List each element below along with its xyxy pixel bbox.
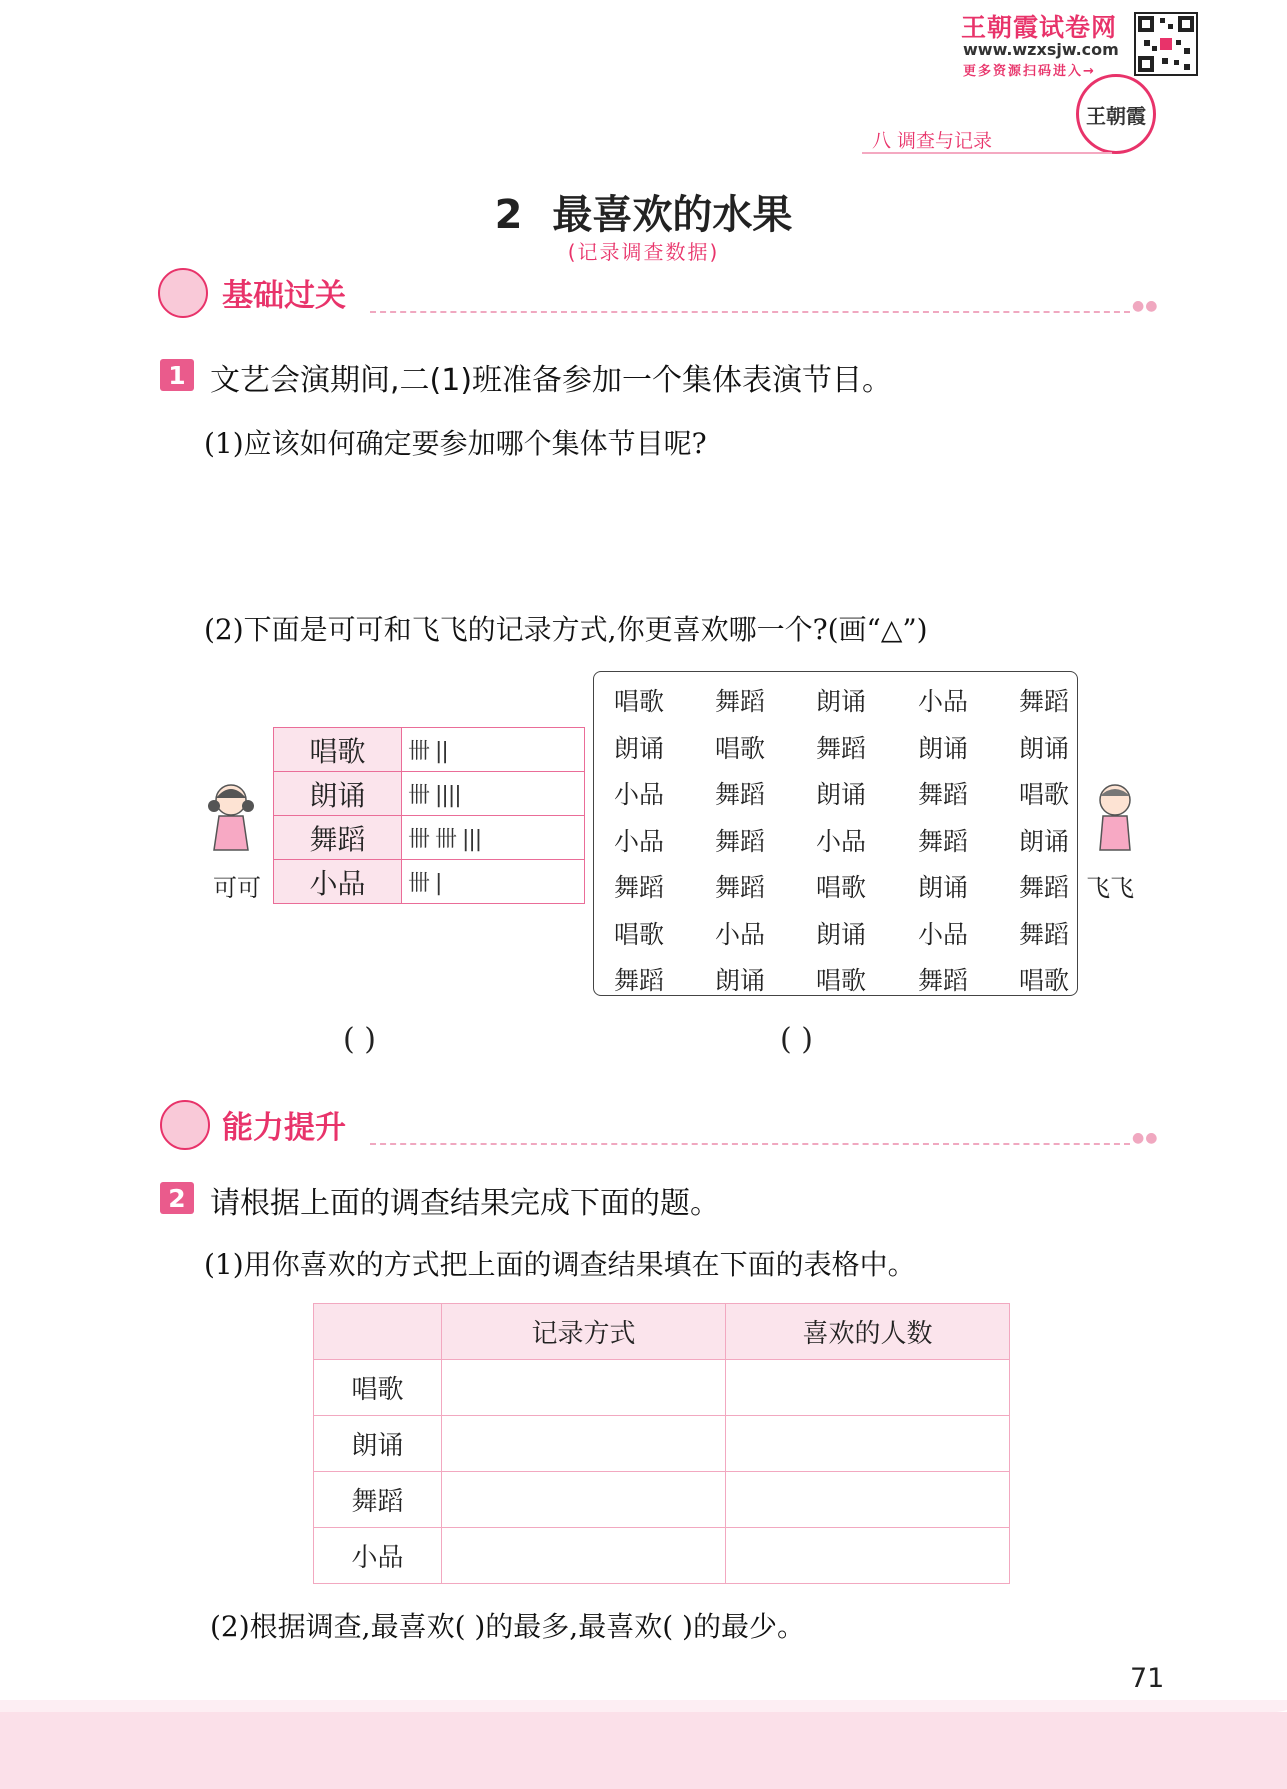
chapter-label: 八 调查与记录 (872, 130, 993, 152)
question-2-sub2: (2)根据调查,最喜欢( )的最多,最喜欢( )的最少。 (210, 1610, 805, 1643)
section-basic-label: 基础过关 (222, 278, 346, 314)
record-word: 舞蹈 (613, 966, 664, 995)
tally-row (274, 728, 585, 772)
record-method-cell[interactable] (442, 1416, 726, 1472)
section-girl-avatar-icon (158, 268, 208, 318)
feifei-record-box (593, 671, 1078, 996)
record-word: 小品 (917, 919, 968, 949)
question-1-sub2: (2)下面是可可和飞飞的记录方式,你更喜欢哪一个?(画“△”) (204, 613, 928, 646)
keke-name: 可可 (213, 874, 261, 902)
result-row (314, 1472, 1010, 1528)
brand-url[interactable]: www.wzxsjw.com (963, 40, 1119, 59)
section-advanced-label: 能力提升 (222, 1110, 346, 1146)
record-method-cell[interactable] (442, 1528, 726, 1584)
seal-text: 王朝霞 (1086, 103, 1146, 128)
result-row (314, 1528, 1010, 1584)
answer-paren-feifei[interactable]: ( ) (780, 1022, 813, 1057)
record-word: 舞蹈 (917, 780, 968, 809)
record-word: 唱歌 (1018, 780, 1069, 809)
brand-seal-logo (1076, 74, 1156, 154)
record-word: 舞蹈 (1018, 687, 1069, 716)
record-word: 朗诵 (917, 733, 968, 763)
record-word: 唱歌 (613, 919, 664, 949)
girl-keke-icon (206, 780, 256, 860)
record-word: 舞蹈 (815, 733, 866, 763)
count-cell[interactable] (726, 1528, 1010, 1584)
record-word: 朗诵 (1018, 826, 1069, 856)
section-boy-avatar-icon (160, 1100, 210, 1150)
record-word: 唱歌 (815, 873, 866, 902)
record-word: 舞蹈 (917, 826, 968, 856)
question-2-sub1: (1)用你喜欢的方式把上面的调查结果填在下面的表格中。 (204, 1248, 916, 1281)
tally-label: 舞蹈 (274, 816, 402, 860)
record-method-cell[interactable] (442, 1472, 726, 1528)
record-word: 朗诵 (815, 780, 866, 809)
result-table (313, 1303, 1010, 1584)
page-title (0, 183, 1287, 240)
question-badge-2: 2 (160, 1182, 194, 1214)
result-header-cell: 喜欢的人数 (726, 1304, 1010, 1360)
record-word: 舞蹈 (714, 826, 765, 856)
record-word: 朗诵 (1018, 733, 1069, 763)
record-word: 舞蹈 (917, 966, 968, 995)
result-header-cell: 记录方式 (442, 1304, 726, 1360)
section-divider (370, 311, 1130, 313)
feifei-name: 飞飞 (1086, 874, 1134, 902)
record-word: 唱歌 (613, 687, 664, 716)
dots-decoration-icon: ●● (1132, 298, 1159, 314)
tally-marks: 卌 || (402, 728, 585, 772)
record-word: 朗诵 (815, 687, 866, 716)
record-word: 小品 (815, 826, 866, 856)
tally-label: 小品 (274, 860, 402, 904)
qr-code-icon[interactable] (1134, 12, 1198, 76)
chapter-underline (862, 152, 1112, 154)
count-cell[interactable] (726, 1416, 1010, 1472)
result-row (314, 1360, 1010, 1416)
record-word: 舞蹈 (1018, 873, 1069, 902)
tally-row (274, 816, 585, 860)
record-word: 唱歌 (815, 966, 866, 995)
result-row-label: 朗诵 (314, 1416, 442, 1472)
record-word: 小品 (917, 687, 968, 716)
question-badge-1: 1 (160, 359, 194, 391)
record-method-cell[interactable] (442, 1360, 726, 1416)
lesson-title: 最喜欢的水果 (552, 192, 793, 238)
record-word: 小品 (613, 826, 664, 856)
result-row-label: 唱歌 (314, 1360, 442, 1416)
result-header-cell (314, 1304, 442, 1360)
tally-marks: 卌 卌 ||| (402, 816, 585, 860)
tally-label: 朗诵 (274, 772, 402, 816)
brand-tip: 更多资源扫码进入→ (963, 64, 1096, 79)
page-number: 71 (1130, 1663, 1165, 1694)
boy-feifei-icon (1090, 780, 1140, 860)
answer-paren-keke[interactable]: ( ) (343, 1022, 376, 1057)
tally-label: 唱歌 (274, 728, 402, 772)
record-word: 唱歌 (714, 733, 765, 763)
tally-marks: 卌 | (402, 860, 585, 904)
result-row-label: 舞蹈 (314, 1472, 442, 1528)
record-word: 舞蹈 (714, 687, 765, 716)
question-2-text: 请根据上面的调查结果完成下面的题。 (210, 1186, 720, 1221)
record-word: 舞蹈 (1018, 919, 1069, 949)
record-word: 舞蹈 (714, 873, 765, 902)
tally-row (274, 860, 585, 904)
tally-row (274, 772, 585, 816)
record-word: 朗诵 (917, 873, 968, 902)
count-cell[interactable] (726, 1472, 1010, 1528)
record-word: 小品 (613, 780, 664, 809)
record-word: 朗诵 (815, 919, 866, 949)
footer-band (0, 1712, 1287, 1789)
record-word: 舞蹈 (613, 873, 664, 902)
brand-title: 王朝霞试卷网 (961, 13, 1118, 42)
question-1-sub1: (1)应该如何确定要参加哪个集体节目呢? (204, 427, 707, 460)
result-row (314, 1416, 1010, 1472)
count-cell[interactable] (726, 1360, 1010, 1416)
record-word: 舞蹈 (714, 780, 765, 809)
keke-tally-table (273, 727, 585, 904)
result-row-label: 小品 (314, 1528, 442, 1584)
tally-marks: 卌 |||| (402, 772, 585, 816)
section-divider (370, 1143, 1130, 1145)
record-word: 唱歌 (1018, 966, 1069, 995)
page-subtitle: (记录调查数据) (567, 240, 720, 264)
lesson-number: 2 (494, 192, 523, 238)
question-1-text: 文艺会演期间,二(1)班准备参加一个集体表演节目。 (210, 363, 893, 398)
record-word: 朗诵 (714, 966, 765, 995)
dots-decoration-icon: ●● (1132, 1130, 1159, 1146)
result-header-row (314, 1304, 1010, 1360)
record-word: 小品 (714, 919, 765, 949)
record-word: 朗诵 (613, 733, 664, 763)
